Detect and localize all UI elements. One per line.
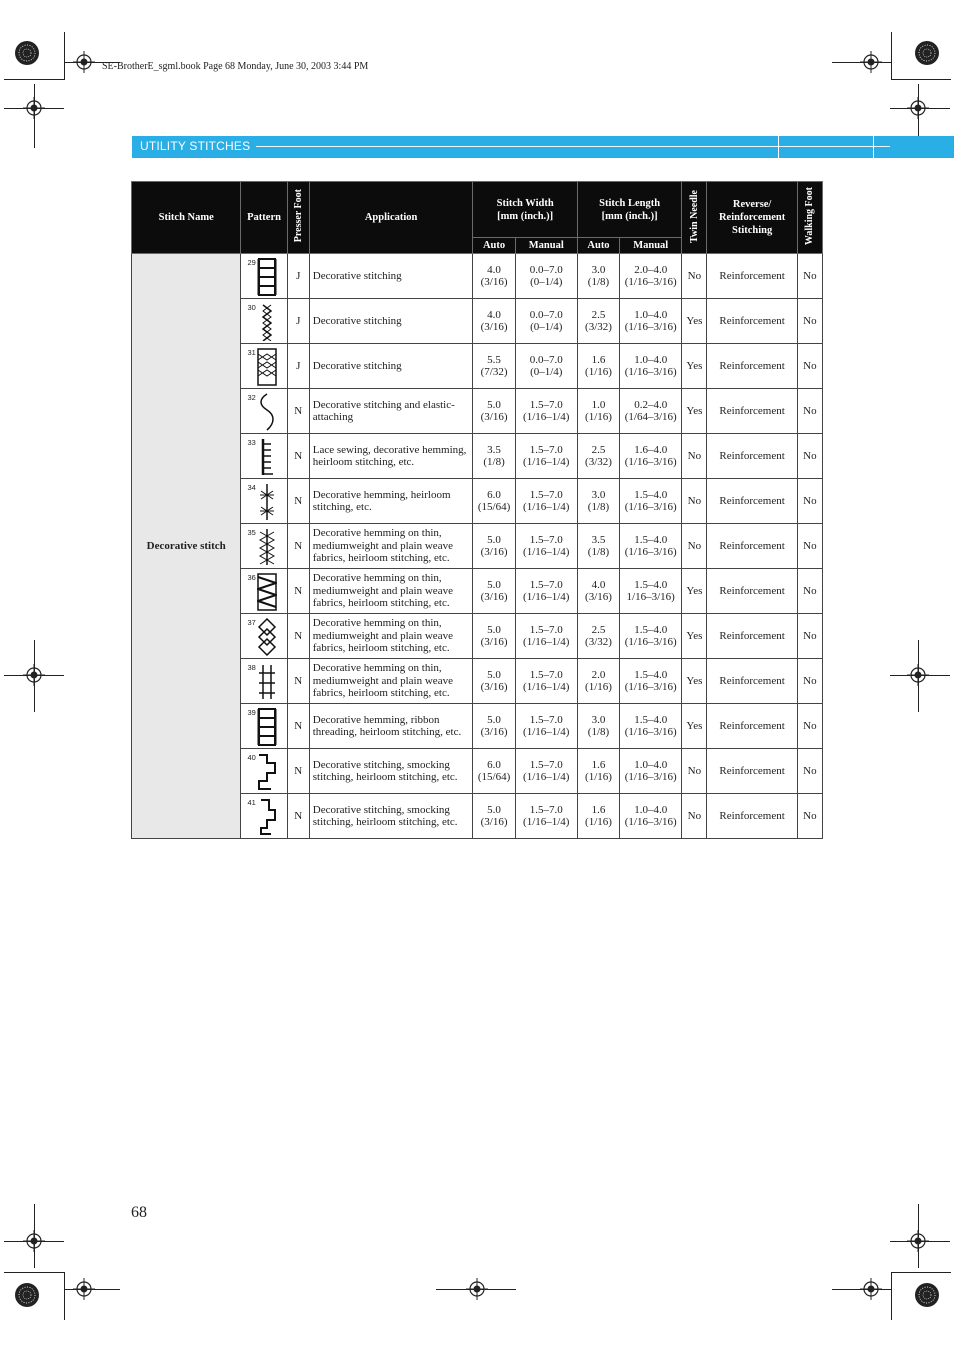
length-auto-cell: 1.6 (1/16)	[577, 794, 619, 839]
width-manual-cell: 0.0–7.0 (0–1/4)	[515, 299, 577, 344]
pattern-cell	[241, 704, 287, 749]
reverse-cell: Reinforcement	[707, 344, 797, 389]
presser-foot-cell: N	[287, 524, 309, 569]
zigzag-box-icon	[257, 573, 277, 611]
width-manual-cell: 1.5–7.0 (1/16–1/4)	[515, 659, 577, 704]
twin-needle-cell: No	[682, 254, 707, 299]
header-stitch-width: Stitch Width [mm (inch.)]	[473, 182, 577, 238]
pattern-cell	[241, 794, 287, 839]
application-cell: Decorative stitching, smocking stitching, heirloom stitching, etc.	[309, 749, 473, 794]
walking-foot-cell: No	[797, 299, 822, 344]
walking-foot-cell: No	[797, 344, 822, 389]
reverse-cell: Reinforcement	[707, 299, 797, 344]
presser-foot-cell: N	[287, 749, 309, 794]
length-manual-cell: 2.0–4.0 (1/16–3/16)	[620, 254, 682, 299]
presser-foot-cell: N	[287, 659, 309, 704]
registration-mark-icon	[907, 97, 929, 119]
twin-needle-cell: Yes	[682, 299, 707, 344]
length-auto-cell: 3.0 (1/8)	[577, 479, 619, 524]
color-target-icon	[914, 40, 940, 66]
application-cell: Decorative hemming on thin, mediumweight and plain weave fabrics, heirloom stitching, etc.	[309, 569, 473, 614]
header-twin-needle-label: Twin Needle	[688, 189, 700, 243]
reverse-cell: Reinforcement	[707, 389, 797, 434]
pattern-number: 31	[247, 348, 256, 357]
length-auto-cell: 1.0 (1/16)	[577, 389, 619, 434]
banner-divider	[778, 136, 779, 158]
width-manual-cell: 1.5–7.0 (1/16–1/4)	[515, 794, 577, 839]
page-number: 68	[131, 1204, 147, 1221]
width-manual-cell: 1.5–7.0 (1/16–1/4)	[515, 479, 577, 524]
pattern-cell	[241, 434, 287, 479]
pattern-number: 32	[247, 393, 256, 402]
reverse-cell: Reinforcement	[707, 569, 797, 614]
width-manual-cell: 1.5–7.0 (1/16–1/4)	[515, 614, 577, 659]
presser-foot-cell: N	[287, 704, 309, 749]
pattern-number: 39	[247, 708, 256, 717]
width-auto-cell: 4.0 (3/16)	[473, 254, 515, 299]
width-manual-cell: 0.0–7.0 (0–1/4)	[515, 344, 577, 389]
color-target-icon	[14, 1282, 40, 1308]
length-auto-cell: 2.0 (1/16)	[577, 659, 619, 704]
registration-mark-icon	[860, 51, 882, 73]
twin-needle-cell: No	[682, 479, 707, 524]
header-stitch-length: Stitch Length [mm (inch.)]	[577, 182, 681, 238]
presser-foot-cell: N	[287, 614, 309, 659]
table-row	[132, 254, 823, 299]
reverse-cell: Reinforcement	[707, 794, 797, 839]
twin-needle-cell: Yes	[682, 389, 707, 434]
registration-mark-icon	[23, 97, 45, 119]
walking-foot-cell: No	[797, 254, 822, 299]
registration-mark-icon	[73, 51, 95, 73]
length-auto-cell: 3.5 (1/8)	[577, 524, 619, 569]
presser-foot-cell: N	[287, 479, 309, 524]
pattern-cell	[241, 299, 287, 344]
walking-foot-cell: No	[797, 614, 822, 659]
pattern-number: 35	[247, 528, 256, 537]
width-manual-cell: 1.5–7.0 (1/16–1/4)	[515, 389, 577, 434]
diamond-chain-icon	[257, 618, 277, 656]
application-cell: Lace sewing, decorative hemming, heirloom stitching, etc.	[309, 434, 473, 479]
honeycomb-icon	[257, 348, 277, 386]
wave-icon	[257, 393, 277, 431]
twin-needle-cell: No	[682, 524, 707, 569]
length-manual-cell: 1.6–4.0 (1/16–3/16)	[620, 434, 682, 479]
presser-foot-cell: N	[287, 794, 309, 839]
walking-foot-cell: No	[797, 704, 822, 749]
twin-needle-cell: Yes	[682, 344, 707, 389]
presser-foot-cell: N	[287, 389, 309, 434]
width-auto-cell: 5.5 (7/32)	[473, 344, 515, 389]
reverse-cell: Reinforcement	[707, 254, 797, 299]
length-auto-cell: 3.0 (1/8)	[577, 254, 619, 299]
header-width-auto: Auto	[473, 238, 515, 254]
reverse-cell: Reinforcement	[707, 434, 797, 479]
header-reverse: Reverse/ Reinforcement Stitching	[707, 182, 797, 254]
pattern-number: 41	[247, 798, 256, 807]
width-auto-cell: 5.0 (3/16)	[473, 569, 515, 614]
width-manual-cell: 1.5–7.0 (1/16–1/4)	[515, 434, 577, 479]
reverse-cell: Reinforcement	[707, 749, 797, 794]
length-auto-cell: 2.5 (3/32)	[577, 434, 619, 479]
application-cell: Decorative hemming, ribbon threading, heirloom stitching, etc.	[309, 704, 473, 749]
registration-mark-icon	[23, 664, 45, 686]
stitch-table	[131, 181, 823, 839]
pattern-number: 37	[247, 618, 256, 627]
header-length-manual: Manual	[620, 238, 682, 254]
length-manual-cell: 1.5–4.0 (1/16–3/16)	[620, 524, 682, 569]
pattern-number: 38	[247, 663, 256, 672]
application-cell: Decorative stitching, smocking stitching, heirloom stitching, etc.	[309, 794, 473, 839]
width-manual-cell: 1.5–7.0 (1/16–1/4)	[515, 569, 577, 614]
section-title: UTILITY STITCHES	[140, 139, 251, 153]
pattern-number: 33	[247, 438, 256, 447]
twin-needle-cell: No	[682, 794, 707, 839]
header-pattern: Pattern	[241, 182, 287, 254]
length-manual-cell: 1.5–4.0 1/16–3/16)	[620, 569, 682, 614]
color-target-icon	[14, 40, 40, 66]
width-auto-cell: 5.0 (3/16)	[473, 389, 515, 434]
twin-needle-cell: Yes	[682, 569, 707, 614]
twin-needle-cell: Yes	[682, 704, 707, 749]
application-cell: Decorative hemming on thin, mediumweight and plain weave fabrics, heirloom stitching, etc.	[309, 614, 473, 659]
section-banner	[132, 136, 954, 158]
width-auto-cell: 5.0 (3/16)	[473, 704, 515, 749]
length-auto-cell: 2.5 (3/32)	[577, 614, 619, 659]
stitch-name-cell: Decorative stitch	[132, 254, 241, 839]
header-walking-foot-label: Walking Foot	[804, 186, 816, 246]
registration-mark-icon	[907, 664, 929, 686]
print-header: SE-BrotherE_sgml.book Page 68 Monday, June 30, 2003 3:44 PM	[102, 61, 369, 72]
width-auto-cell: 5.0 (3/16)	[473, 524, 515, 569]
length-manual-cell: 1.0–4.0 (1/16–3/16)	[620, 794, 682, 839]
pattern-cell	[241, 569, 287, 614]
walking-foot-cell: No	[797, 569, 822, 614]
application-cell: Decorative hemming, heirloom stitching, etc.	[309, 479, 473, 524]
application-cell: Decorative hemming on thin, mediumweight and plain weave fabrics, heirloom stitching, etc.	[309, 524, 473, 569]
application-cell: Decorative hemming on thin, mediumweight and plain weave fabrics, heirloom stitching, etc.	[309, 659, 473, 704]
color-target-icon	[914, 1282, 940, 1308]
walking-foot-cell: No	[797, 389, 822, 434]
registration-mark-icon	[907, 1230, 929, 1252]
reverse-cell: Reinforcement	[707, 479, 797, 524]
ladder-icon	[257, 708, 277, 746]
length-auto-cell: 1.6 (1/16)	[577, 344, 619, 389]
length-manual-cell: 1.5–4.0 (1/16–3/16)	[620, 479, 682, 524]
reverse-cell: Reinforcement	[707, 614, 797, 659]
registration-mark-icon	[23, 1230, 45, 1252]
pattern-number: 34	[247, 483, 256, 492]
walking-foot-cell: No	[797, 479, 822, 524]
walking-foot-cell: No	[797, 434, 822, 479]
application-cell: Decorative stitching	[309, 254, 473, 299]
application-cell: Decorative stitching and elastic-attaching	[309, 389, 473, 434]
twin-needle-cell: No	[682, 749, 707, 794]
length-manual-cell: 1.0–4.0 (1/16–3/16)	[620, 344, 682, 389]
presser-foot-cell: J	[287, 299, 309, 344]
pattern-number: 29	[247, 258, 256, 267]
application-cell: Decorative stitching	[309, 299, 473, 344]
pattern-cell	[241, 524, 287, 569]
width-auto-cell: 6.0 (15/64)	[473, 479, 515, 524]
width-manual-cell: 1.5–7.0 (1/16–1/4)	[515, 704, 577, 749]
pattern-cell	[241, 614, 287, 659]
pattern-cell	[241, 479, 287, 524]
ladder-icon	[257, 258, 277, 296]
registration-mark-icon	[466, 1278, 488, 1300]
header-stitch-name: Stitch Name	[132, 182, 241, 254]
width-auto-cell: 5.0 (3/16)	[473, 794, 515, 839]
twin-needle-cell: Yes	[682, 614, 707, 659]
length-auto-cell: 1.6 (1/16)	[577, 749, 619, 794]
pattern-cell	[241, 254, 287, 299]
length-manual-cell: 1.5–4.0 (1/16–3/16)	[620, 704, 682, 749]
pattern-number: 36	[247, 573, 256, 582]
width-auto-cell: 3.5 (1/8)	[473, 434, 515, 479]
reverse-cell: Reinforcement	[707, 524, 797, 569]
header-walking-foot	[797, 182, 822, 254]
pattern-cell	[241, 389, 287, 434]
width-auto-cell: 6.0 (15/64)	[473, 749, 515, 794]
length-auto-cell: 4.0 (3/16)	[577, 569, 619, 614]
header-length-auto: Auto	[577, 238, 619, 254]
pattern-cell	[241, 344, 287, 389]
pattern-number: 30	[247, 303, 256, 312]
walking-foot-cell: No	[797, 659, 822, 704]
header-application: Application	[309, 182, 473, 254]
banner-divider	[873, 136, 874, 158]
reverse-cell: Reinforcement	[707, 704, 797, 749]
application-cell: Decorative stitching	[309, 344, 473, 389]
walking-foot-cell: No	[797, 749, 822, 794]
presser-foot-cell: N	[287, 569, 309, 614]
pattern-cell	[241, 659, 287, 704]
star-stitch-icon	[257, 483, 277, 521]
width-auto-cell: 5.0 (3/16)	[473, 614, 515, 659]
header-presser-foot-label: Presser Foot	[292, 189, 304, 243]
width-manual-cell: 0.0–7.0 (0–1/4)	[515, 254, 577, 299]
length-manual-cell: 1.5–4.0 (1/16–3/16)	[620, 614, 682, 659]
width-auto-cell: 5.0 (3/16)	[473, 659, 515, 704]
header-twin-needle	[682, 182, 707, 254]
banner-rule	[256, 146, 890, 147]
presser-foot-cell: J	[287, 344, 309, 389]
cross-hatch-icon	[257, 528, 277, 566]
length-manual-cell: 1.5–4.0 (1/16–3/16)	[620, 659, 682, 704]
walking-foot-cell: No	[797, 524, 822, 569]
registration-mark-icon	[73, 1278, 95, 1300]
length-manual-cell: 0.2–4.0 (1/64–3/16)	[620, 389, 682, 434]
pattern-cell	[241, 749, 287, 794]
twin-needle-cell: No	[682, 434, 707, 479]
length-manual-cell: 1.0–4.0 (1/16–3/16)	[620, 299, 682, 344]
width-auto-cell: 4.0 (3/16)	[473, 299, 515, 344]
step-icon	[257, 753, 277, 791]
width-manual-cell: 1.5–7.0 (1/16–1/4)	[515, 749, 577, 794]
length-auto-cell: 3.0 (1/8)	[577, 704, 619, 749]
width-manual-cell: 1.5–7.0 (1/16–1/4)	[515, 524, 577, 569]
zigzag-chain-icon	[257, 303, 277, 341]
header-width-manual: Manual	[515, 238, 577, 254]
comb-icon	[257, 438, 277, 476]
presser-foot-cell: J	[287, 254, 309, 299]
walking-foot-cell: No	[797, 794, 822, 839]
fence-icon	[257, 663, 277, 701]
length-auto-cell: 2.5 (3/32)	[577, 299, 619, 344]
length-manual-cell: 1.0–4.0 (1/16–3/16)	[620, 749, 682, 794]
presser-foot-cell: N	[287, 434, 309, 479]
header-presser-foot	[287, 182, 309, 254]
step-small-icon	[257, 798, 277, 836]
reverse-cell: Reinforcement	[707, 659, 797, 704]
twin-needle-cell: Yes	[682, 659, 707, 704]
pattern-number: 40	[247, 753, 256, 762]
registration-mark-icon	[860, 1278, 882, 1300]
